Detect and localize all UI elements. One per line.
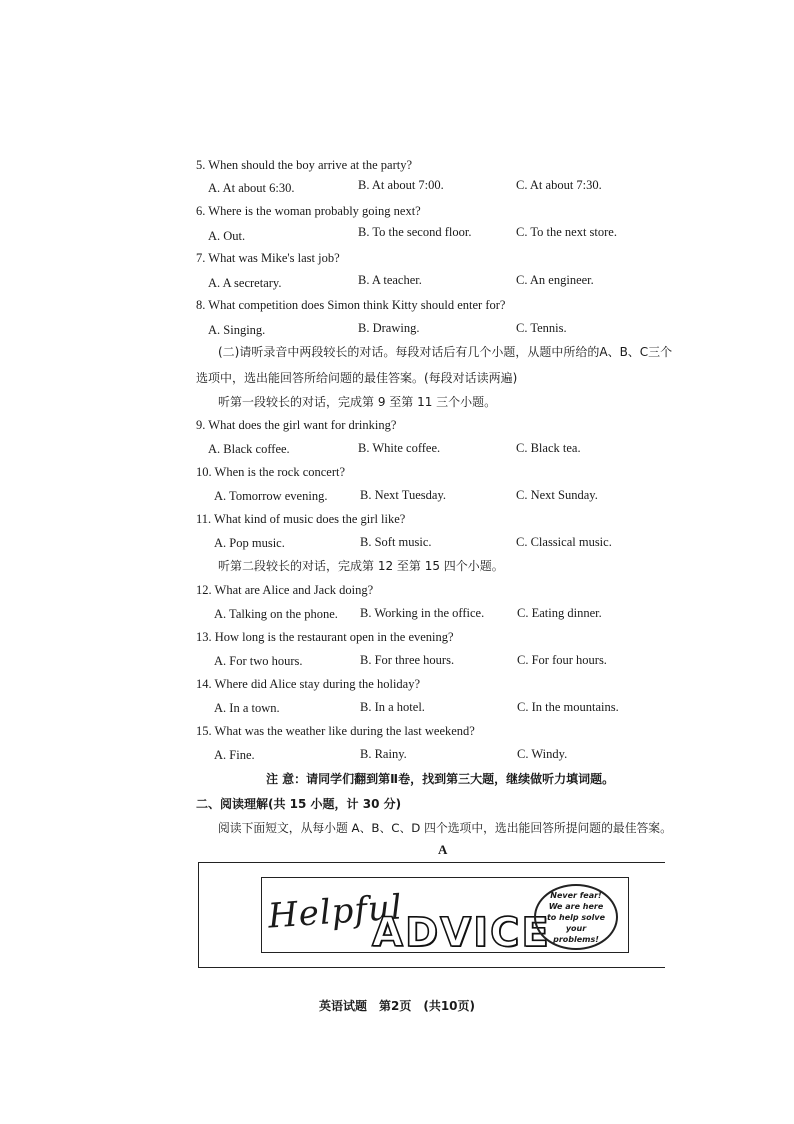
option-a: A. Pop music. bbox=[214, 536, 285, 550]
option-b: B. At about 7:00. bbox=[358, 178, 444, 192]
option-b: B. To the second floor. bbox=[358, 225, 472, 239]
option-a: A. For two hours. bbox=[214, 654, 303, 668]
option-a: A. Out. bbox=[208, 229, 246, 243]
option-a: A. At about 6:30. bbox=[208, 181, 295, 195]
option-c: C. Black tea. bbox=[516, 441, 581, 455]
dialogue2-intro: 听第二段较长的对话，完成第 12 至第 15 四个小题。 bbox=[218, 559, 504, 573]
option-b: B. Next Tuesday. bbox=[360, 488, 447, 502]
option-a: A. A secretary. bbox=[208, 276, 282, 290]
reading-heading: 二、阅读理解(共 15 小题，计 30 分) bbox=[196, 797, 402, 811]
question-15: 15. What was the weather like during the last weekend? bbox=[196, 724, 475, 738]
option-b: B. Drawing. bbox=[358, 321, 420, 335]
option-c: C. An engineer. bbox=[516, 273, 594, 287]
option-c: C. Windy. bbox=[517, 747, 568, 761]
dialogue1-intro: 听第一段较长的对话，完成第 9 至第 11 三个小题。 bbox=[218, 395, 497, 409]
banner-badge bbox=[534, 884, 618, 950]
question-8: 8. What competition does Simon think Kitty should enter for? bbox=[196, 298, 506, 312]
question-12: 12. What are Alice and Jack doing? bbox=[196, 583, 374, 597]
option-c: C. For four hours. bbox=[517, 653, 607, 667]
question-11: 11. What kind of music does the girl like? bbox=[196, 512, 406, 526]
question-6: 6. Where is the woman probably going next? bbox=[196, 204, 421, 218]
notice: 注 意：请同学们翻到第Ⅱ卷，找到第三大题，继续做听力填词题。 bbox=[266, 772, 615, 786]
question-10: 10. When is the rock concert? bbox=[196, 465, 346, 479]
question-9: 9. What does the girl want for drinking? bbox=[196, 418, 397, 432]
option-b: B. Working in the office. bbox=[360, 606, 485, 620]
option-b: B. Soft music. bbox=[360, 535, 432, 549]
option-c: C. In the mountains. bbox=[517, 700, 619, 714]
option-a: A. Talking on the phone. bbox=[214, 607, 338, 621]
option-b: B. White coffee. bbox=[358, 441, 441, 455]
section-instruction-line2: 选项中，选出能回答所给问题的最佳答案。(每段对话读两遍) bbox=[196, 371, 518, 385]
question-5: 5. When should the boy arrive at the party? bbox=[196, 158, 413, 172]
option-c: C. Next Sunday. bbox=[516, 488, 598, 502]
option-c: C. Classical music. bbox=[516, 535, 612, 549]
option-a: A. Tomorrow evening. bbox=[214, 489, 328, 503]
section-instruction-line1: (二)请听录音中两段较长的对话。每段对话后有几个小题，从题中所给的A、B、C三个 bbox=[218, 345, 673, 359]
option-a: A. In a town. bbox=[214, 701, 280, 715]
banner-advice-text: ADVICE bbox=[372, 910, 551, 956]
passage-label: A bbox=[438, 842, 448, 857]
banner-helpful-text: Helpful bbox=[266, 887, 404, 937]
banner-badge-text: Never fear! We are here to help solve your problems! bbox=[546, 890, 606, 944]
option-c: C. Tennis. bbox=[516, 321, 567, 335]
option-c: C. At about 7:30. bbox=[516, 178, 602, 192]
question-14: 14. Where did Alice stay during the holiday? bbox=[196, 677, 421, 691]
question-13: 13. How long is the restaurant open in the evening? bbox=[196, 630, 454, 644]
page-footer: 英语试题 第2页 (共10页) bbox=[318, 999, 476, 1013]
reading-instruction: 阅读下面短文，从每小题 A、B、C、D 四个选项中，选出能回答所提问题的最佳答案。 bbox=[218, 821, 672, 835]
option-a: A. Fine. bbox=[214, 748, 255, 762]
option-c: C. Eating dinner. bbox=[517, 606, 602, 620]
banner-inner-frame bbox=[261, 877, 629, 956]
option-b: B. A teacher. bbox=[358, 273, 422, 287]
option-b: B. Rainy. bbox=[360, 747, 407, 761]
helpful-advice-banner bbox=[198, 862, 665, 968]
option-b: B. In a hotel. bbox=[360, 700, 425, 714]
option-b: B. For three hours. bbox=[360, 653, 455, 667]
option-a: A. Black coffee. bbox=[208, 442, 290, 456]
option-a: A. Singing. bbox=[208, 323, 266, 337]
option-c: C. To the next store. bbox=[516, 225, 617, 239]
question-7: 7. What was Mike's last job? bbox=[196, 251, 340, 265]
